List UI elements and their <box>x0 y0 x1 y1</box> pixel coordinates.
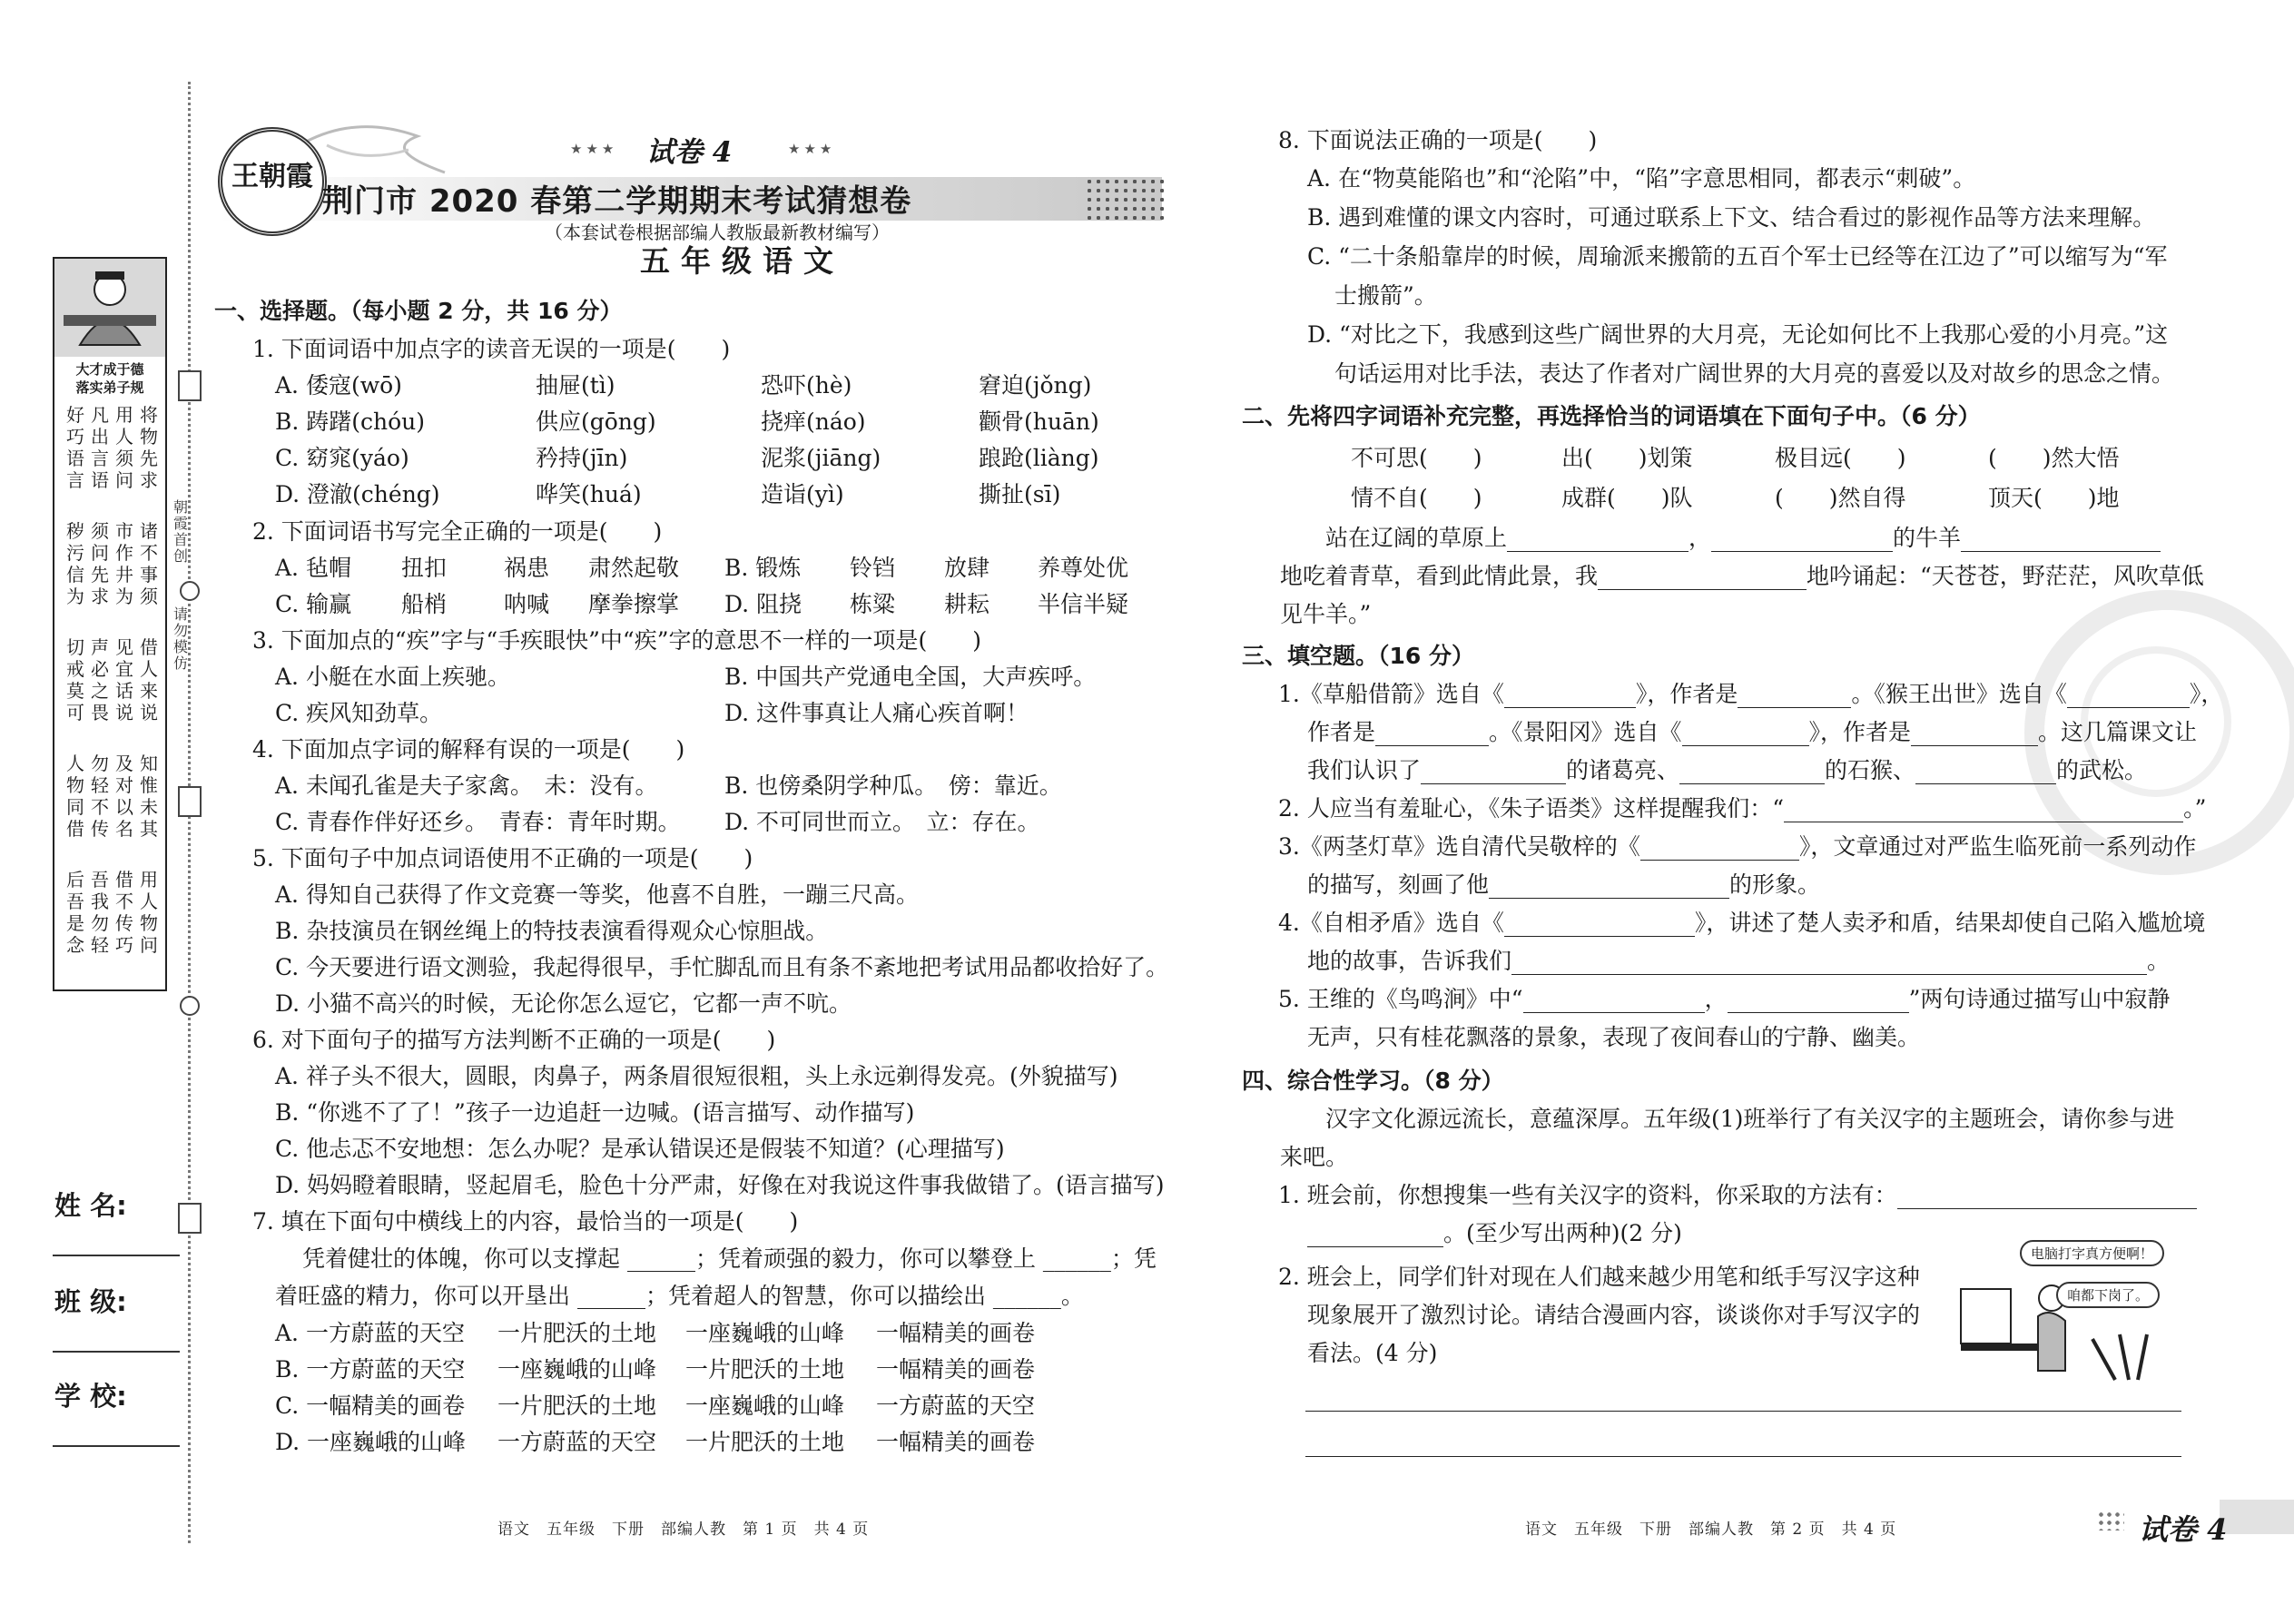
q6-option: C. 他忐忑不安地想：怎么办呢？是承认错误还是假装不知道？(心理描写) <box>275 1136 1005 1162</box>
name-line[interactable] <box>53 1255 180 1256</box>
q7-option-cell: 一片肥沃的土地 <box>497 1393 657 1419</box>
page2-footer: 语文 五年级 下册 部编人教 第 2 页 共 4 页 <box>1525 1521 1897 1539</box>
answer-line-2[interactable] <box>1305 1456 2181 1457</box>
motto-column: 用人须问 <box>115 404 133 491</box>
motto-column: 声必之畏 <box>91 636 109 723</box>
motto-column: 及对以名 <box>115 753 133 840</box>
q1-option-cell: 泥浆(jiāng) <box>761 445 881 471</box>
motto-column: 用人物问 <box>140 869 158 956</box>
q1-option-cell: 恐吓(hè) <box>761 372 852 399</box>
q1-option-cell: D. 澄澈(chéng) <box>275 481 440 507</box>
q1-option-cell: A. 倭寇(wō) <box>275 372 402 399</box>
binding-tab-2 <box>178 786 202 817</box>
q5-option: D. 小猫不高兴的时候，无论你怎么逗它，它都一声不吭。 <box>275 990 852 1017</box>
motto-column: 好巧语言 <box>66 404 84 491</box>
q7-option-cell: 一片肥沃的土地 <box>685 1356 845 1383</box>
motto-column: 见宜话说 <box>115 636 133 723</box>
q4-option: B. 也傍桑阴学种瓜。 傍：靠近。 <box>724 773 1062 799</box>
motto-column: 借不传巧 <box>115 869 133 956</box>
stars-left-icon: ★★★ <box>570 141 618 157</box>
motto-column: 勿轻不传 <box>91 753 109 840</box>
q2-stem: 2. 下面词语书写完全正确的一项是( ) <box>252 518 663 545</box>
q2-option-cell: D. 阻挠 <box>724 591 802 617</box>
q5-option: B. 杂技演员在钢丝绳上的特技表演看得观众心惊胆战。 <box>275 918 829 944</box>
s3-q5-line-1: 5. 王维的《鸟鸣涧》中“ ， ”两句诗通过描写山中寂静 <box>1278 986 2171 1012</box>
page1-footer: 语文 五年级 下册 部编人教 第 1 页 共 4 页 <box>497 1521 870 1539</box>
q7-option-cell: D. 一座巍峨的山峰 <box>275 1429 467 1455</box>
q7-option-cell: 一幅精美的画卷 <box>876 1356 1036 1383</box>
q1-option-cell: 颧骨(huān) <box>979 408 1099 435</box>
motto-line-2: 落实弟子规 <box>75 379 144 396</box>
s2-word: 情不自( ) <box>1351 485 1482 511</box>
section-2-title: 二、先将四字词语补充完整，再选择恰当的词语填在下面句子中。（6 分） <box>1242 403 1981 429</box>
q4-option: A. 未闻孔雀是夫子家禽。 未：没有。 <box>275 773 658 799</box>
s4-intro-line-1: 汉字文化源远流长，意蕴深厚。五年级(1)班举行了有关汉字的主题班会，请你参与进 <box>1325 1106 2175 1132</box>
s3-q3-line-2: 的描写，刻画了他 的形象。 <box>1307 871 1821 898</box>
q5-option: C. 今天要进行语文测验，我起得很早，手忙脚乱而且有条不紊地把考试用品都收拾好了。 <box>275 954 1169 980</box>
s4-q2-line-2: 现象展开了激烈讨论。请结合漫画内容，谈谈你对手写汉字的 <box>1307 1302 1921 1328</box>
q1-option-cell: 挠痒(náo) <box>761 408 866 435</box>
motto-column: 知惟未其 <box>140 753 158 840</box>
q2-option-cell: 祸患 <box>504 555 550 581</box>
section-4-title: 四、综合性学习。（8 分） <box>1242 1068 1504 1094</box>
motto-column: 吾我勿轻 <box>91 869 109 956</box>
q8-option: B. 遇到难懂的课文内容时，可通过联系上下文、结合看过的影视作品等方法来理解。 <box>1307 204 2156 231</box>
school-line[interactable] <box>53 1445 180 1447</box>
s3-q5-line-2: 无声，只有桂花飘落的景象，表现了夜间春山的宁静、幽美。 <box>1307 1024 1921 1050</box>
cartoon-illustration <box>1943 1235 2188 1398</box>
binding-tab-1 <box>178 370 202 401</box>
q2-option-cell: 铃铛 <box>850 555 896 581</box>
q8-option: 句话运用对比手法，表达了作者对广阔世界的大月亮的喜爱以及对故乡的思念之情。 <box>1334 360 2175 387</box>
q5-stem: 5. 下面句子中加点词语使用不正确的一项是( ) <box>252 845 753 871</box>
q1-option-cell: 窘迫(jǒng) <box>979 372 1092 399</box>
q8-option: A. 在“物莫能陷也”和“沦陷”中，“陷”字意思相同，都表示“刺破”。 <box>1307 165 1976 192</box>
q4-option: D. 不可同世而立。 立：存在。 <box>724 809 1040 835</box>
s2-sentence-3: 见牛羊。” <box>1280 601 1372 627</box>
q7-option-cell: 一幅精美的画卷 <box>876 1320 1036 1346</box>
q7-stem: 7. 填在下面句中横线上的内容，最恰当的一项是( ) <box>252 1208 799 1235</box>
q2-option-cell: A. 毡帽 <box>275 555 351 581</box>
motto-panel <box>53 257 167 991</box>
stars-right-icon: ★★★ <box>788 141 836 157</box>
q6-option: B. “你逃不了了！”孩子一边追赶一边喊。(语言描写、动作描写) <box>275 1099 915 1126</box>
binding-tab-3 <box>178 1203 202 1234</box>
binding-hole-2 <box>180 996 200 1016</box>
q8-option: C. “二十条船靠岸的时候，周瑜派来搬箭的五百个军士已经等在江边了”可以缩写为“军 <box>1307 243 2168 270</box>
motto-column: 借人来说 <box>140 636 158 723</box>
s4-q1-line-1: 1. 班会前，你想搜集一些有关汉字的资料，你采取的方法有： <box>1278 1182 2197 1209</box>
motto-column: 市作井为 <box>115 520 133 607</box>
q7-option-cell: 一座巍峨的山峰 <box>685 1393 845 1419</box>
class-line[interactable] <box>53 1351 180 1353</box>
s3-q2: 2. 人应当有羞耻心，《朱子语类》这样提醒我们：“ 。” <box>1278 795 2207 822</box>
s4-intro-line-2: 来吧。 <box>1280 1144 1349 1170</box>
q2-option-cell: 扭扣 <box>401 555 448 581</box>
banner-dot-pattern <box>1085 177 1167 221</box>
corner-dot-pattern <box>2097 1511 2124 1530</box>
q7-option-cell: B. 一方蔚蓝的天空 <box>275 1356 466 1383</box>
s3-q1-line-2: 作者是 。《景阳冈》选自《 》，作者是 。这几篇课文让 <box>1307 719 2198 745</box>
s2-word: 不可思( ) <box>1351 445 1482 471</box>
q1-option-cell: 供应(gōng) <box>536 408 656 435</box>
class-label: 班 级: <box>54 1286 127 1317</box>
s2-sentence-1: 站在辽阔的草原上 ， 的牛羊 <box>1325 525 2161 552</box>
q1-stem: 1. 下面词语中加点字的读音无误的一项是( ) <box>252 336 731 362</box>
s2-word: ( )然大悟 <box>1988 445 2120 471</box>
q4-option: C. 青春作伴好还乡。 青春：青年时期。 <box>275 809 681 835</box>
motto-column: 人物同借 <box>66 753 84 840</box>
q1-option-cell: B. 踌躇(chóu) <box>275 408 426 435</box>
motto-column: 后吾是念 <box>66 869 84 956</box>
q3-option: A. 小艇在水面上疾驰。 <box>275 664 510 690</box>
q7-option-cell: 一方蔚蓝的天空 <box>497 1429 657 1455</box>
name-label: 姓 名: <box>54 1190 127 1221</box>
page-title: 荆门市 2020 春第二学期期末考试猜想卷 <box>322 183 912 220</box>
q7-option-cell: C. 一幅精美的画卷 <box>275 1393 466 1419</box>
q3-stem: 3. 下面加点的“疾”字与“手疾眼快”中“疾”字的意思不一样的一项是( ) <box>252 627 981 654</box>
corner-gray-bar <box>2220 1500 2294 1534</box>
q1-option-cell: 矜持(jīn) <box>536 445 628 471</box>
s4-q2-line-1: 2. 班会上，同学们针对现在人们越来越少用笔和纸手写汉字这种 <box>1278 1264 1920 1290</box>
q7-option-cell: 一片肥沃的土地 <box>497 1320 657 1346</box>
q1-option-cell: 踉跄(liàng) <box>979 445 1099 471</box>
s3-q4-line-1: 4.《自相矛盾》选自《 》，讲述了楚人卖矛和盾，结果却使自己陷入尴尬境 <box>1278 910 2206 936</box>
side-label-chuangyi: 朝霞首创 <box>172 498 188 565</box>
q6-option: D. 妈妈瞪着眼睛，竖起眉毛，脸色十分严肃，好像在对我说这件事我做错了。(语言描写) <box>275 1172 1165 1198</box>
motto-column: 诸不事须 <box>140 520 158 607</box>
q1-option-cell: 哗笑(huá) <box>536 481 642 507</box>
s4-q2-line-3: 看法。(4 分) <box>1307 1340 1438 1366</box>
q8-stem: 8. 下面说法正确的一项是( ) <box>1278 127 1598 153</box>
q7-option-cell: 一方蔚蓝的天空 <box>876 1393 1036 1419</box>
s2-word: ( )然自得 <box>1775 485 1906 511</box>
section-3-title: 三、填空题。（16 分） <box>1242 643 1474 669</box>
q2-option-cell: 船梢 <box>401 591 448 617</box>
s3-q3-line-1: 3.《两茎灯草》选自清代吴敬梓的《 》，文章通过对严监生临死前一系列动作 <box>1278 833 2197 860</box>
q7-option-cell: 一座巍峨的山峰 <box>685 1320 845 1346</box>
q2-option-cell: 放肆 <box>944 555 990 581</box>
q2-option-cell: 摩拳擦掌 <box>588 591 680 617</box>
q4-stem: 4. 下面加点字词的解释有误的一项是( ) <box>252 736 685 763</box>
answer-line-1[interactable] <box>1305 1411 2181 1412</box>
q2-option-cell: 养尊处优 <box>1038 555 1129 581</box>
q7-option-cell: A. 一方蔚蓝的天空 <box>275 1320 465 1346</box>
side-label-qingwu: 请勿模仿 <box>172 605 188 672</box>
q7-option-cell: 一片肥沃的土地 <box>685 1429 845 1455</box>
cartoon-bubble-2: 咱都下岗了。 <box>2056 1282 2160 1308</box>
s2-word: 顶天( )地 <box>1988 485 2120 511</box>
school-label: 学 校: <box>54 1381 127 1412</box>
section-1-title: 一、选择题。（每小题 2 分，共 16 分） <box>214 298 623 324</box>
q1-option-cell: 抽屉(tì) <box>536 372 615 399</box>
brand-logo: 王朝霞 <box>218 127 327 236</box>
q3-option: D. 这件事真让人痛心疾首啊！ <box>724 700 1029 726</box>
q5-option: A. 得知自己获得了作文竞赛一等奖，他喜不自胜，一蹦三尺高。 <box>275 881 919 908</box>
s3-q1-line-1: 1.《草船借箭》选自《 》，作者是 。《猴王出世》选自《 》， <box>1278 681 2224 707</box>
s4-q1-line-2: 。(至少写出两种)(2 分) <box>1307 1220 1682 1247</box>
q7-option-cell: 一座巍峨的山峰 <box>497 1356 657 1383</box>
subject-title: 五年级语文 <box>640 243 844 279</box>
q2-option-cell: 肃然起敬 <box>588 555 680 581</box>
q1-option-cell: 造诣(yì) <box>761 481 844 507</box>
q3-option: C. 疾风知劲草。 <box>275 700 443 726</box>
q2-option-cell: 呐喊 <box>504 591 550 617</box>
q2-option-cell: B. 锻炼 <box>724 555 802 581</box>
motto-column: 须问先求 <box>91 520 109 607</box>
motto-line-1: 大才成于德 <box>75 361 144 378</box>
s2-word: 出( )划策 <box>1561 445 1693 471</box>
q2-option-cell: 栋粱 <box>850 591 896 617</box>
page-subtitle: （本套试卷根据部编人教版最新教材编写） <box>545 221 890 243</box>
q1-option-cell: C. 窈窕(yáo) <box>275 445 409 471</box>
corner-paper-label: 试卷 4 <box>2139 1512 2228 1547</box>
s2-sentence-2: 地吃着青草，看到此情此景，我 地吟诵起：“天苍苍，野茫茫，风吹草低 <box>1280 563 2204 589</box>
s2-word: 极目远( ) <box>1775 445 1906 471</box>
q8-option: 士搬箭”。 <box>1334 282 1437 309</box>
binding-hole-1 <box>180 581 200 601</box>
q7-option-cell: 一幅精美的画卷 <box>876 1429 1036 1455</box>
s2-word: 成群( )队 <box>1561 485 1693 511</box>
q6-option: A. 祥子头不很大，圆眼，肉鼻子，两条眉很短很粗，头上永远剃得发亮。(外貌描写) <box>275 1063 1118 1089</box>
motto-column: 秽污信为 <box>66 520 84 607</box>
s3-q1-line-3: 我们认识了 的诸葛亮、 的石猴、 的武松。 <box>1307 757 2148 783</box>
motto-column: 切戒莫可 <box>66 636 84 723</box>
q1-option-cell: 撕扯(sī) <box>979 481 1061 507</box>
motto-column: 凡出言语 <box>91 404 109 491</box>
q6-stem: 6. 对下面句子的描写方法判断不正确的一项是( ) <box>252 1027 776 1053</box>
q7-text-line-1: 凭着健壮的体魄，你可以支撑起 ______；凭着顽强的毅力，你可以攀登上 ______；凭 <box>302 1245 1157 1272</box>
q3-option: B. 中国共产党通电全国，大声疾呼。 <box>724 664 1097 690</box>
q8-option: D. “对比之下，我感到这些广阔世界的大月亮，无论如何比不上我那心爱的小月亮。”这 <box>1307 321 2169 348</box>
s3-q4-line-2: 地的故事，告诉我们 。 <box>1307 948 2171 974</box>
cartoon-bubble-1: 电脑打字真方便啊！ <box>2020 1240 2164 1266</box>
q2-option-cell: C. 输赢 <box>275 591 352 617</box>
q7-text-line-2: 着旺盛的精力，你可以开垦出 ______；凭着超人的智慧，你可以描绘出 ______。 <box>275 1283 1084 1309</box>
scholar-illustration <box>54 259 165 357</box>
motto-column: 将物先求 <box>140 404 158 491</box>
q2-option-cell: 耕耘 <box>944 591 990 617</box>
paper-label: 试卷 4 <box>646 136 733 169</box>
q2-option-cell: 半信半疑 <box>1038 591 1129 617</box>
